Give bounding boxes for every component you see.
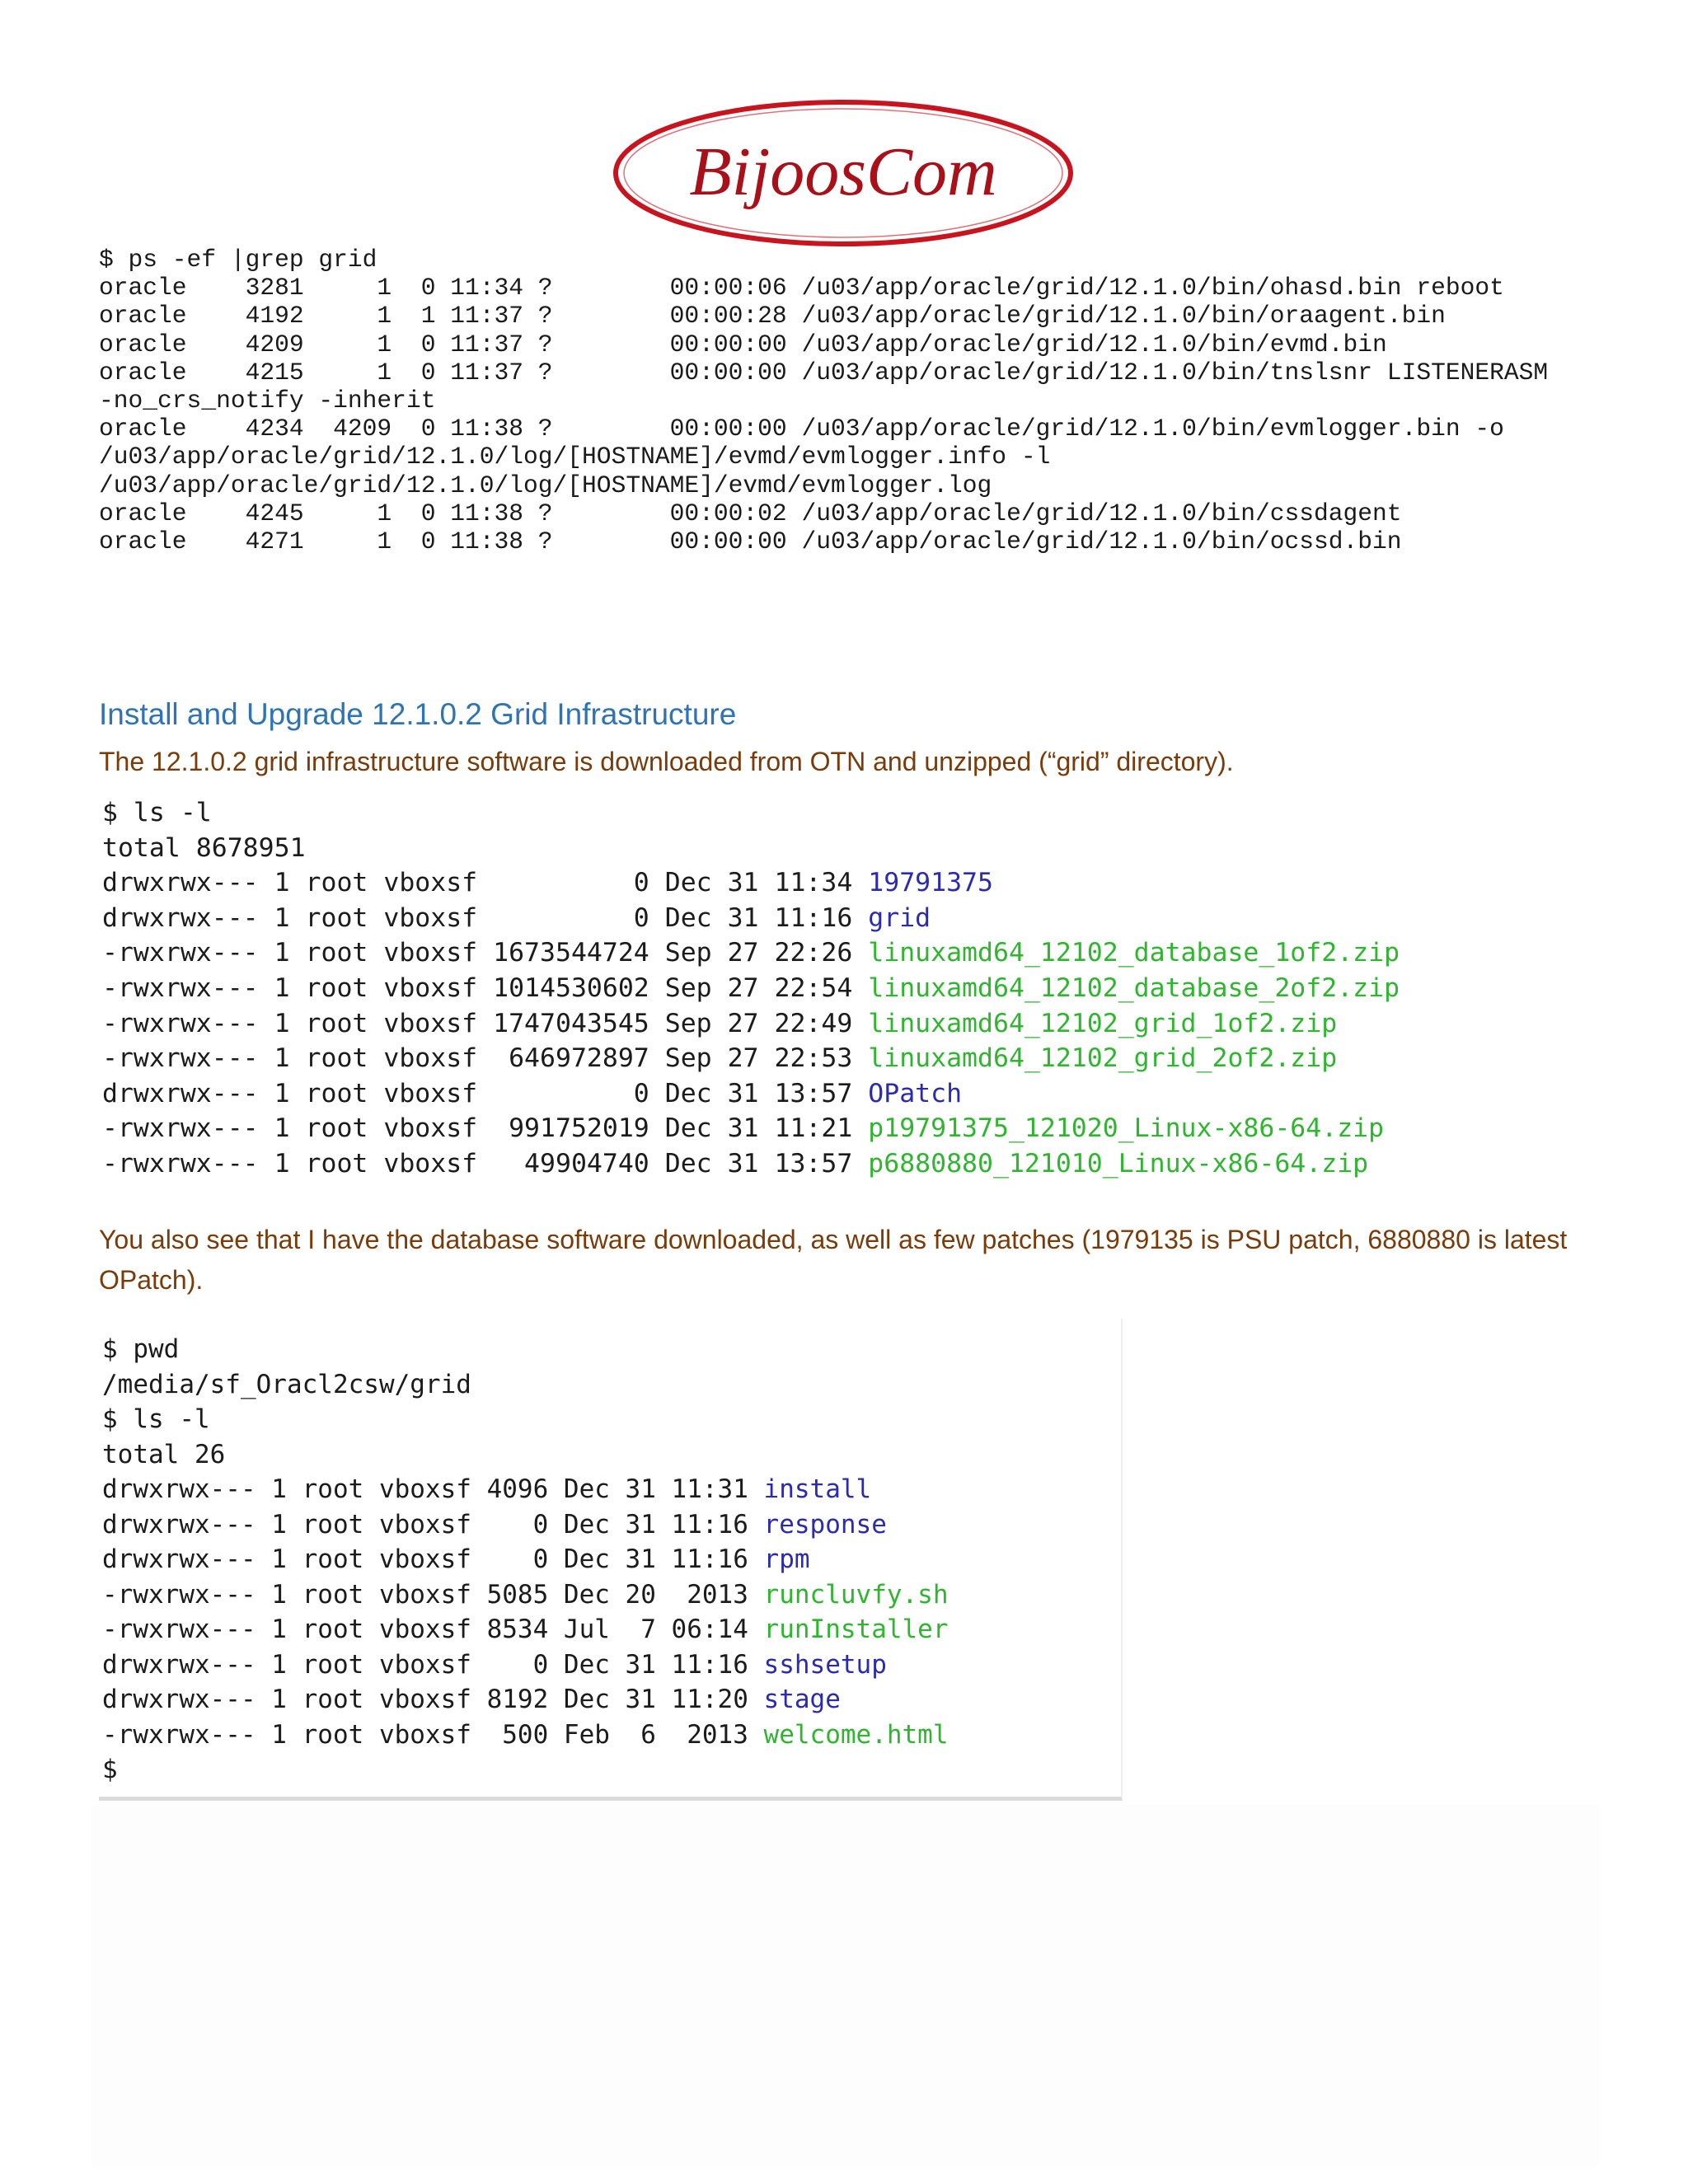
line-text: drwxrwx--- 1 root vboxsf 4096 Dec 31 11:31 — [102, 1474, 764, 1504]
terminal-line — [102, 1615, 949, 1644]
ps-output-line: oracle 4234 4209 0 11:38 ? 00:00:00 /u03/app/oracle/grid/12.1.0/bin/evmlogger.bin -o — [99, 415, 1504, 443]
line-text: /media/sf_Oracl2csw/grid — [102, 1369, 471, 1399]
line-text: total 26 — [102, 1439, 226, 1469]
terminal-line — [102, 1009, 1337, 1038]
ps-output-line: oracle 4245 1 0 11:38 ? 00:00:02 /u03/app/oracle/grid/12.1.0/bin/cssdagent — [99, 499, 1402, 527]
ps-output-line: -no_crs_notify -inherit — [99, 387, 436, 415]
file-name: linuxamd64_12102_grid_2of2.zip — [868, 1043, 1338, 1074]
ps-output-line: oracle 4271 1 0 11:38 ? 00:00:00 /u03/app/oracle/grid/12.1.0/bin/ocssd.bin — [99, 527, 1402, 556]
patches-paragraph: You also see that I have the database software downloaded, as well as few patches (1979135 is PSU patch, 6880880 is latest OPatch). — [99, 1225, 1568, 1295]
directory-name: OPatch — [868, 1078, 963, 1108]
ps-output-line: oracle 4192 1 1 11:37 ? 00:00:28 /u03/app/oracle/grid/12.1.0/bin/oraagent.bin — [99, 302, 1446, 330]
file-name: linuxamd64_12102_database_2of2.zip — [868, 972, 1400, 1003]
terminal-line — [102, 868, 993, 898]
line-text: drwxrwx--- 1 root vboxsf 0 Dec 31 11:16 — [102, 1649, 764, 1680]
terminal-line — [102, 973, 1400, 1003]
terminal-line — [102, 903, 931, 933]
terminal-line — [102, 1334, 179, 1364]
line-text: -rwxrwx--- 1 root vboxsf 8534 Jul 7 06:14 — [102, 1615, 764, 1644]
terminal-line — [102, 1544, 810, 1574]
line-text: -rwxrwx--- 1 root vboxsf 1747043545 Sep 27 22:49 — [102, 1008, 869, 1038]
ps-output — [99, 246, 1548, 555]
line-text: total 8678951 — [102, 832, 306, 863]
ps-output-line: /u03/app/oracle/grid/12.1.0/log/[HOSTNAME]/evmd/evmlogger.log — [99, 471, 992, 499]
line-text: drwxrwx--- 1 root vboxsf 0 Dec 31 11:16 — [102, 902, 869, 933]
ps-output-line: oracle 3281 1 0 11:34 ? 00:00:06 /u03/app/oracle/grid/12.1.0/bin/ohasd.bin reboot — [99, 274, 1504, 302]
line-text: -rwxrwx--- 1 root vboxsf 500 Feb 6 2013 — [102, 1719, 764, 1750]
terminal-screenshot-grid-dir — [99, 1319, 1123, 1801]
logo-text: BijoosCom — [689, 134, 997, 210]
line-text: -rwxrwx--- 1 root vboxsf 1014530602 Sep 27 22:54 — [102, 972, 869, 1003]
line-text: $ ls -l — [102, 1404, 210, 1434]
line-text: drwxrwx--- 1 root vboxsf 0 Dec 31 11:16 — [102, 1509, 764, 1540]
terminal-line — [102, 1079, 962, 1108]
terminal-line — [102, 1755, 118, 1784]
directory-name: sshsetup — [763, 1649, 887, 1680]
terminal-line — [102, 1043, 1337, 1073]
ps-output-line: /u03/app/oracle/grid/12.1.0/log/[HOSTNAME]/evmd/evmlogger.info -l — [99, 443, 1051, 471]
line-text: -rwxrwx--- 1 root vboxsf 5085 Dec 20 2013 — [102, 1579, 764, 1610]
terminal-output — [99, 1319, 1121, 1788]
file-name: linuxamd64_12102_database_1of2.zip — [868, 938, 1400, 968]
directory-name: 19791375 — [868, 868, 993, 898]
line-text: -rwxrwx--- 1 root vboxsf 646972897 Sep 27 22:53 — [102, 1043, 869, 1074]
cropped-row — [99, 1182, 1517, 1192]
file-name: runInstaller — [763, 1615, 949, 1644]
terminal-screenshot-ls-download-dir — [99, 795, 1517, 1199]
directory-name: response — [763, 1509, 887, 1540]
file-name: linuxamd64_12102_grid_1of2.zip — [868, 1008, 1338, 1038]
ps-output-line: $ ps -ef |grep grid — [99, 246, 377, 274]
terminal-line — [102, 938, 1400, 968]
terminal-line — [102, 1650, 887, 1680]
line-text: drwxrwx--- 1 root vboxsf 0 Dec 31 11:34 — [102, 868, 869, 898]
line-text: $ pwd — [102, 1334, 180, 1364]
terminal-line — [102, 1440, 225, 1469]
line-text: drwxrwx--- 1 root vboxsf 0 Dec 31 13:57 — [102, 1078, 869, 1108]
directory-name: install — [763, 1474, 872, 1504]
terminal-line — [102, 1370, 471, 1399]
line-text: -rwxrwx--- 1 root vboxsf 49904740 Dec 31 13:57 — [102, 1148, 869, 1179]
line-text: -rwxrwx--- 1 root vboxsf 1673544724 Sep 27 22:26 — [102, 938, 869, 968]
directory-name: rpm — [763, 1544, 810, 1574]
terminal-line — [102, 1474, 871, 1504]
terminal-line — [102, 1149, 1368, 1179]
terminal-output — [99, 795, 1517, 1182]
line-text: $ — [102, 1755, 118, 1784]
bijooscom-logo — [610, 97, 1076, 249]
line-text: drwxrwx--- 1 root vboxsf 8192 Dec 31 11:20 — [102, 1685, 764, 1714]
terminal-line — [102, 798, 212, 827]
file-name: p19791375_121020_Linux-x86-64.zip — [868, 1113, 1385, 1144]
directory-name: grid — [868, 902, 931, 933]
file-name: p6880880_121010_Linux-x86-64.zip — [868, 1148, 1369, 1179]
section-heading: Install and Upgrade 12.1.0.2 Grid Infrastructure — [99, 697, 737, 731]
terminal-line — [102, 1580, 949, 1610]
terminal-line — [102, 1510, 887, 1540]
ps-output-line: oracle 4209 1 0 11:37 ? 00:00:00 /u03/app/oracle/grid/12.1.0/bin/evmd.bin — [99, 330, 1387, 359]
terminal-line — [102, 1404, 210, 1434]
line-text: drwxrwx--- 1 root vboxsf 0 Dec 31 11:16 — [102, 1544, 764, 1574]
file-name: runcluvfy.sh — [763, 1579, 949, 1610]
directory-name: stage — [763, 1685, 841, 1714]
line-text: $ ls -l — [102, 798, 212, 827]
ps-output-line: oracle 4215 1 0 11:37 ? 00:00:00 /u03/app/oracle/grid/12.1.0/bin/tnslsnr LISTENERASM — [99, 358, 1549, 387]
line-text: -rwxrwx--- 1 root vboxsf 991752019 Dec 31 11:21 — [102, 1113, 869, 1144]
terminal-line — [102, 1685, 841, 1714]
terminal-line — [102, 1113, 1384, 1143]
terminal-line — [102, 833, 306, 863]
terminal-line — [102, 1720, 949, 1750]
file-name: welcome.html — [763, 1719, 949, 1750]
blank-page-area — [91, 1805, 1599, 2168]
intro-paragraph: The 12.1.0.2 grid infrastructure software is downloaded from OTN and unzipped (“grid” directory). — [99, 747, 1234, 776]
